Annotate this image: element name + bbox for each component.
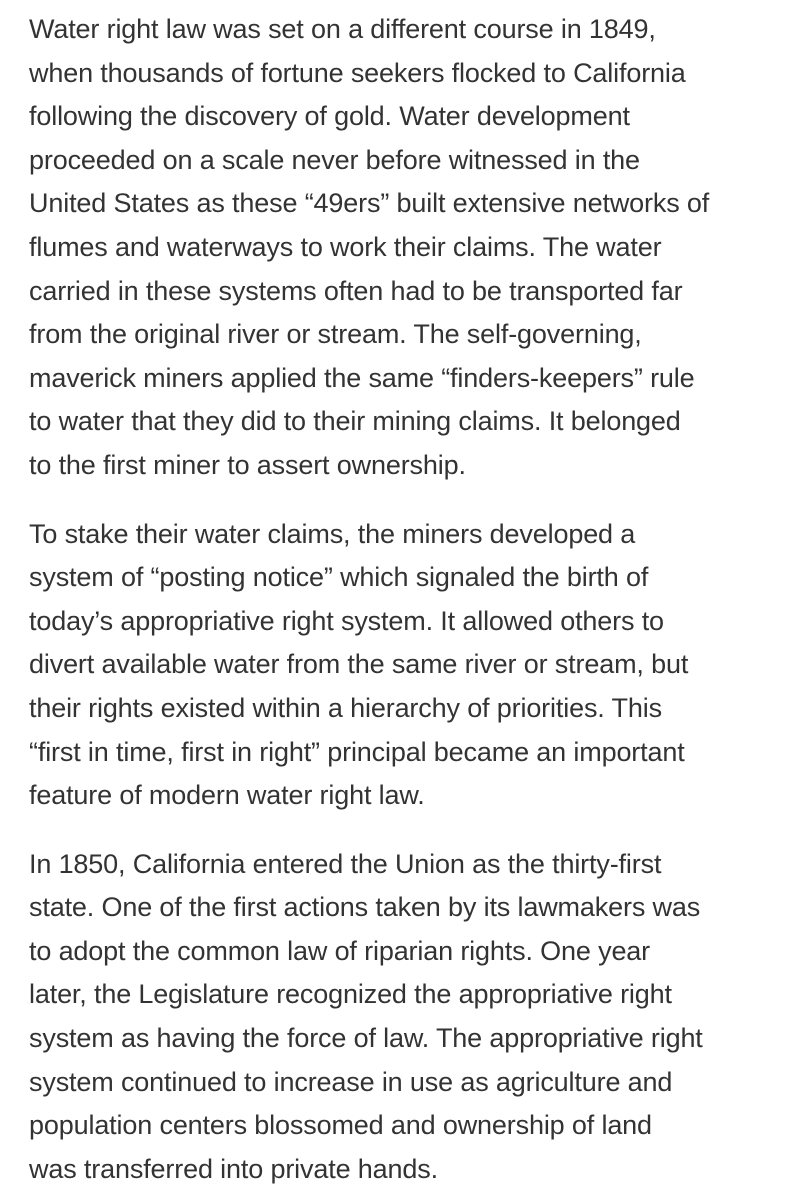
paragraph-1849-gold-rush: Water right law was set on a different course in 1849, when thousands of fortune seekers flocked to California following the discovery of gold. Water development proceeded on a scale never before witnessed in the United States as these “49ers” built extensive networks of flumes and waterways to work their claims. The water carried in these systems often had to be transported far from the original river or stream. The self-governing, maverick miners applied the same “finders-keepers” rule to water that they did to their mining claims. It belonged to the first miner to assert ownership.	[29, 14, 710, 480]
paragraph-posting-notice: To stake their water claims, the miners developed a system of “posting notice” which signaled the birth of today’s appropriative right system. It allowed others to divert available water from the same river or stream, but their rights existed within a hierarchy of priorities. This “first in time, first in right” principal became an important feature of modern water right law.	[29, 518, 689, 811]
paragraph-1850-california-statehood: In 1850, California entered the Union as the thirty-first state. One of the first actions taken by its lawmakers was to adopt the common law of riparian rights. One year later, the Legislature recognized the appropriative right system as having the force of law. The appropriative right system continued to increase in use as agriculture and population centers blossomed and ownership of land was transferred into private hands.	[29, 848, 703, 1184]
